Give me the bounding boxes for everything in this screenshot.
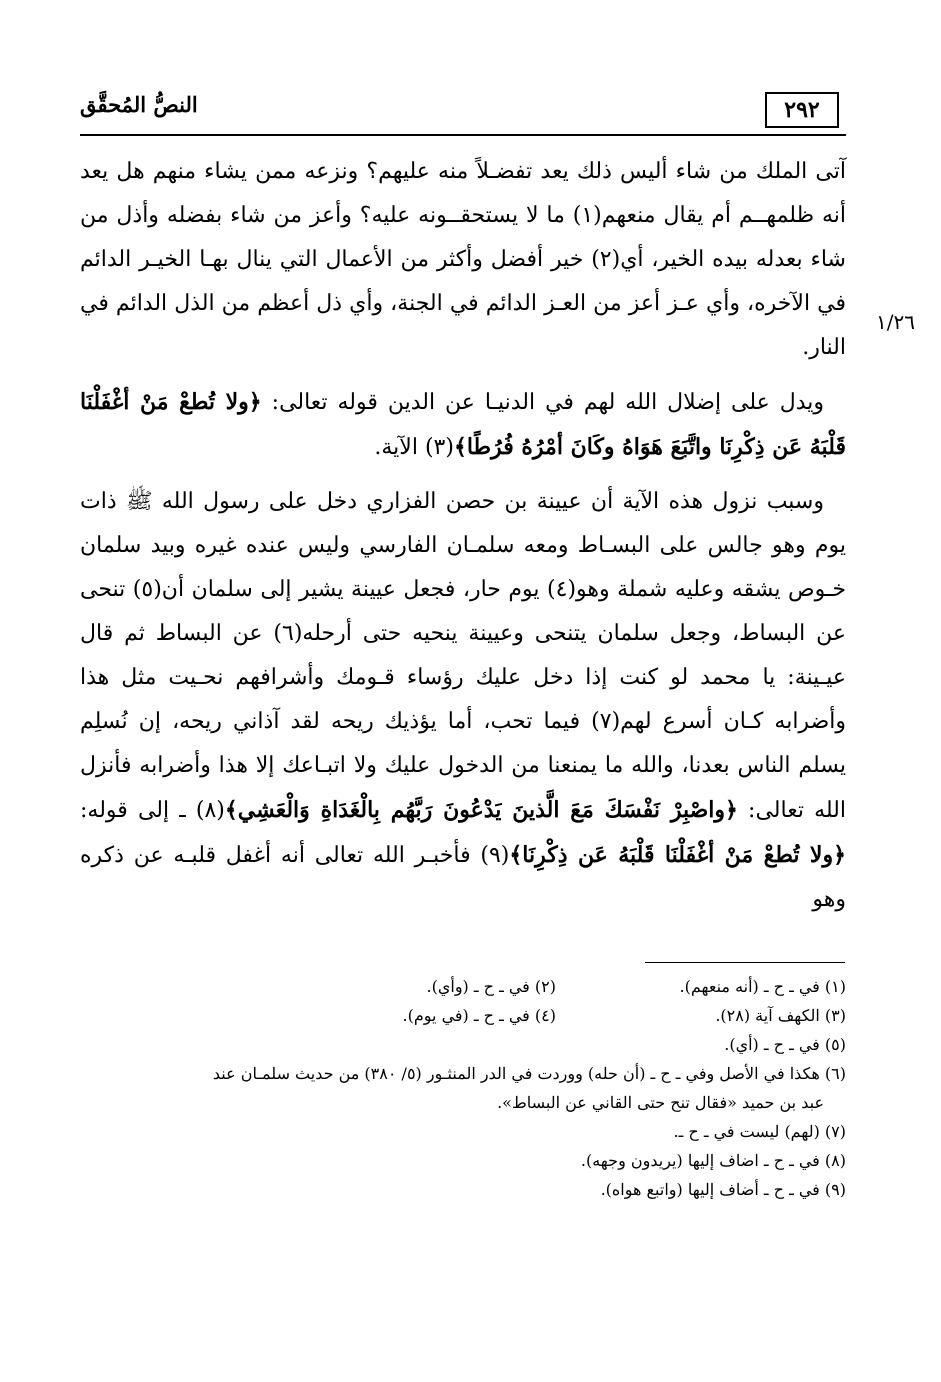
- footnote-4: (٤) في ـ ح ـ (في يوم).: [402, 1006, 556, 1025]
- running-head: النصُّ المُحقَّق: [80, 92, 198, 117]
- footnote-6-continued: عبد بن حميد «فقال تنح حتى القاني عن البساط».: [497, 1093, 824, 1112]
- paragraph-2-end: (٣) الآية.: [374, 435, 454, 460]
- paragraph-3-part-2: (٨) ـ إلى قوله:: [80, 798, 225, 823]
- footnote-rule: [645, 962, 845, 963]
- footnote-6: (٦) هكذا في الأصل وفي ـ ح ـ (أن حله) ووردت في الدر المنثـور (٥/ ٣٨٠) من حديث سلمـان عند: [212, 1064, 846, 1083]
- footnote-1: (١) في ـ ح ـ (أنه منعهم).: [679, 977, 846, 996]
- footnote-row: [80, 972, 846, 1001]
- header-rule: [80, 134, 846, 136]
- quran-verse: ﴿ولا تُطعْ مَنْ أغْفَلْنَا قَلْبَهُ عَن ذِكْرِنَا واتَّبَعَ هَوَاهُ وكَانَ أمْرُهُ فُرُطًا﴾: [80, 389, 846, 460]
- margin-reference: ١/٢٦: [876, 310, 915, 334]
- paragraph-1: آتى الملك من شاء أليس ذلك يعد تفضـلاً منه عليهم؟ ونزعه ممن يشاء منهم هل يعد أنه ظلمهــم أم يقال منعهم(١) ما لا يستحقــونه عليه؟ وأعز من شاء بفضله وأذل من شاء بعدله بيده الخير، أي(٢) خير أفضل وأكثر من الأعمال التي ينال بهـا الخيـر الدائم في الآخره، وأي عـز أعز من العـز الدائم في الجنة، وأي ذل أعظم من الذل الدائم في النار.: [80, 159, 846, 360]
- footnote-8: (٨) في ـ ح ـ اضاف إليها (يريدون وجهه).: [580, 1151, 846, 1170]
- footnote-row: [80, 1001, 846, 1030]
- footnote-5: (٥) في ـ ح ـ (أي).: [724, 1035, 846, 1054]
- paragraph-2: [80, 380, 846, 470]
- page-number: ٢٩٢: [765, 92, 839, 128]
- footnotes: [80, 972, 846, 1204]
- footnote-9: (٩) في ـ ح ـ أضاف إليها (واتبع هواه).: [600, 1180, 846, 1199]
- footnote-3: (٣) الكهف آية (٢٨).: [715, 1006, 846, 1025]
- quran-verse: ﴿واصْبِرْ نَفْسَكَ مَعَ الَّذينَ يَدْعُونَ رَبَّهُم بِالْغَدَاةِ وَالْعَشِي﴾: [224, 797, 738, 823]
- paragraph-3: [80, 480, 846, 922]
- footnote-7: (٧) (لهم) ليست في ـ ح ـ.: [673, 1122, 846, 1141]
- paragraph-3-part-1: وسبب نزول هذه الآية أن عيينة بن حصن الفزاري دخل على رسول الله ﷺ ذات يوم وهو جالس على البسـاط ومعه سلمـان الفارسي وليس عنده غيره وبيد سلمان خـوص يشقه وعليه شملة وهو(٤) يوم حار، فجعل عيينة يشير إلى سلمان أن(٥) تنحى عن البساط، وجعل سلمان يتنحى وعيينة ينحيه حتى أرحله(٦) عن البساط ثم قال عيـينة: يا محمد لو كنت إذا دخل عليك رؤساء قـومك وأشرافهم نحـيت مثل هذا وأضرابه كـان أسرع لهم(٧) فيما تحب، أما يؤذيك ريحه لقد آذاني ريحه، إن نُسلِم يسلم الناس بعدنا، والله ما يمنعنا من الدخول عليك ولا اتبـاعك إلا هذا وأضرابه فأنزل الله تعالى:: [80, 489, 847, 823]
- quran-verse: ﴿ولا تُطعْ مَنْ أغْفَلْنَا قَلْبَهُ عَن ذِكْرِنَا﴾: [509, 842, 846, 868]
- main-text: [80, 150, 846, 932]
- footnote-2: (٢) في ـ ح ـ (وأي).: [426, 977, 556, 996]
- paragraph-2-intro: ويدل على إضلال الله لهم في الدنيـا عن الدين قوله تعالى:: [261, 390, 824, 415]
- paragraph-3-part-3: (٩) فأخبـر الله تعالى أنه أغفل قلبـه عن ذكره وهو: [80, 843, 846, 912]
